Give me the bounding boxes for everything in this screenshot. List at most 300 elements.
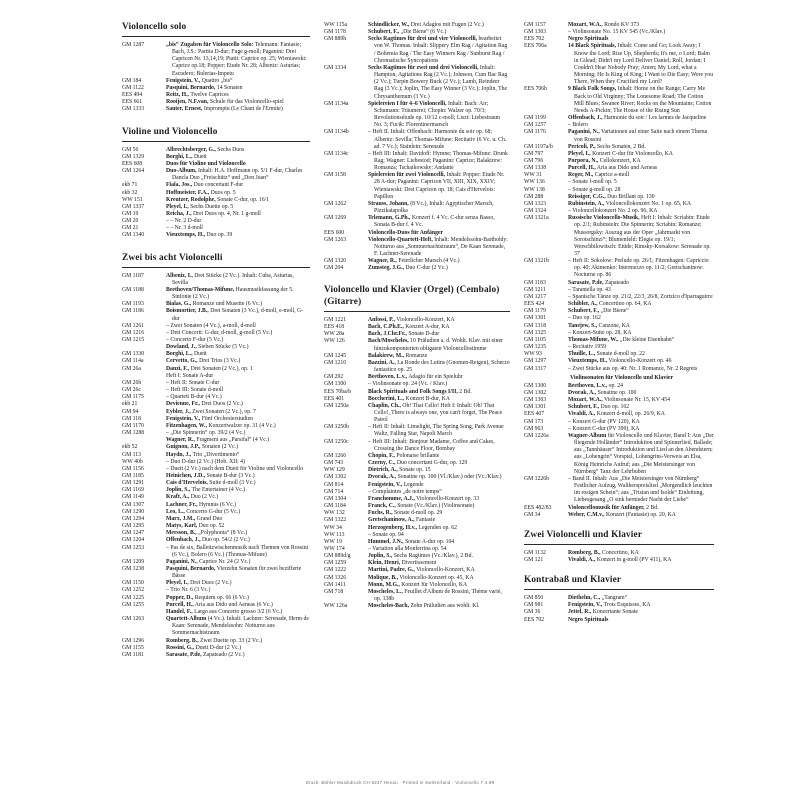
catalog-entry-text: [166, 106, 310, 113]
catalog-entry: [524, 595, 714, 602]
catalog-entry: [122, 459, 310, 466]
catalog-entry-text: [368, 237, 510, 258]
catalog-code: GM 288: [524, 193, 544, 200]
catalog-entry: [324, 389, 510, 396]
catalog-entry: [122, 652, 310, 659]
catalog-entry-title: Romberg, B.,: [166, 637, 199, 644]
catalog-entry-detail: Inhalt: Popper: Etude Nr. 28 A-dur; Paganini: Capricen VII, XIII, XIX, XXIV; Wieniawski: Drei Capricen op. 18; Cais d'Hervelois: Papillon: [374, 172, 505, 200]
catalog-entry-title: Matys, Karl,: [166, 523, 198, 530]
catalog-entry: [122, 559, 310, 566]
catalog-entry-text: [568, 617, 714, 624]
catalog-entry-title: Fiala, Jos.,: [166, 182, 193, 189]
catalog-entry-title: 9 Black Folk Songs,: [568, 86, 617, 93]
catalog-entry-detail: Zapateado (2 Vc.): [201, 651, 245, 658]
catalog-entry-title: Moscheles, L.,: [368, 588, 403, 595]
catalog-entry-detail: – Konzert-Suite op. 28, KA: [568, 329, 632, 336]
catalog-entry-text: [368, 317, 510, 324]
catalog-entry-detail: Duett D-dur (2 Vc.): [194, 644, 242, 651]
catalog-code: GM 1134b: [324, 129, 349, 136]
catalog-entry-detail: Feuillet d'Album de Rossini, Thème varié, op. 138b: [374, 588, 502, 603]
catalog-entry-text: [368, 567, 510, 574]
catalog-entry-detail: Inhalt: Hampton, Agitations Rag (2 Vc.); Johnson, Cum Bac Rag (2 Vc.); Turpin Bowery Buck (2 Vc.); Lamb, Reindeer Rag (3 Vc.); Joplin, The Easy Winner (3 Vc.); Joplin, The Chrysanthemum (3 Vc.): [374, 64, 508, 100]
catalog-entry-detail: Konzert d-moll, op. 26/9, KA: [595, 411, 665, 418]
catalog-code: GM 1300: [324, 381, 347, 388]
catalog-entry-title: Eybler, J.,: [166, 408, 191, 415]
catalog-entry-detail: Sieben Stücke (5 Vc.): [196, 344, 249, 351]
catalog-entry-detail: Inhalt: Come and Go; Look Away; I Know the Lord; Rise Up, Shepherds; It's me, o Lord; Balm in Gilead; Didn't my Lord Deliver Daniel; Roll, Jordan; I Couldn't Hear Nobody Pray; Amen; My Lord, what a Morning; He Is King of King; I Want to Die Easy; Were you There, When they Crucified my Lord?: [574, 43, 714, 86]
catalog-entry-title: Kraft, A.,: [166, 494, 190, 501]
catalog-entry-detail: Grand Duo: [195, 515, 223, 522]
catalog-code: GM 113: [122, 451, 141, 458]
catalog-code: GM 743: [324, 460, 344, 467]
catalog-entry-title: Haydn, J.,: [166, 451, 192, 458]
catalog-code: GM 1262: [324, 200, 347, 207]
catalog-entry-detail: – Recitativ 1959: [568, 344, 607, 351]
catalog-entry-detail: (8 Vc.), Inhalt: Agyptischer Marsch, Pizzikatapolka: [374, 200, 494, 215]
catalog-code: GM 121: [524, 556, 544, 563]
catalog-entry: [324, 324, 510, 331]
catalog-entry-detail: – Concerto F-dur (5 Vc.): [166, 337, 224, 343]
section-heading: Violoncello solo: [122, 22, 310, 37]
catalog-entry-detail: Largo aus Concerto grosso 3/2 (6 Vc.): [192, 608, 283, 615]
catalog-entry: [324, 151, 510, 172]
catalog-code: GM 1338: [524, 165, 547, 172]
catalog-entry-text: [368, 539, 510, 546]
catalog-entry-text: [368, 460, 510, 467]
catalog-entry-title: Danzi, F.,: [166, 365, 190, 372]
catalog-entry-detail: Duos op. 5: [209, 189, 236, 196]
catalog-entry-title: Vieuxtemps, H.,: [166, 232, 206, 239]
catalog-entry-text: [568, 351, 714, 358]
catalog-entry-detail: Adagio für ein Spieluhr: [407, 374, 463, 381]
catalog-entry: [324, 360, 510, 374]
catalog-code: GM 1134c: [324, 150, 349, 157]
catalog-code: GM 1337: [122, 203, 145, 210]
catalog-entry-title: Sechs Ragtimes für drei und vier Violoncelli,: [368, 36, 478, 43]
catalog-entry-title: Bazzini, A.,: [368, 359, 396, 366]
catalog-entry-title: Schubert, F.,: [368, 29, 400, 36]
catalog-code: GM 1188: [122, 286, 144, 293]
catalog-entry: [122, 232, 310, 239]
catalog-entry-text: [368, 553, 510, 560]
catalog-entry-detail: Violoncello-Konzert, KA: [414, 567, 475, 574]
catalog-code: EES 661: [122, 99, 143, 106]
catalog-entry-detail: Variationen auf einer Saite nach einem Thema von Rossini: [574, 129, 708, 143]
catalog-code: GM 94: [122, 408, 139, 415]
catalog-entry: [324, 553, 510, 560]
catalog-entry-title: Vivaldi, A.,: [568, 411, 596, 418]
catalog-entry-detail: – Violoncellokonzert No. 2 op. 96, KA: [568, 208, 658, 215]
catalog-entry: [524, 315, 714, 322]
catalog-code: GM 1301: [524, 315, 547, 322]
catalog-entry-title: Spielereien für zwei Violoncelli,: [368, 172, 446, 179]
catalog-entry-detail: Violoncello-Konzert op. 45, KA: [398, 574, 474, 581]
catalog-entry: [122, 273, 310, 287]
catalog-code: WW 115a: [324, 22, 348, 28]
catalog-entry-title: Schubert, F.,: [568, 404, 600, 411]
catalog-code: GM 1217: [524, 293, 547, 300]
catalog-entry-text: [368, 230, 510, 237]
catalog-entry-text: [368, 101, 510, 130]
catalog-entry-text: [166, 638, 310, 645]
catalog-entry-title: Hummel, J.N.,: [368, 538, 404, 545]
catalog-entry-text: [368, 360, 510, 374]
catalog-entry: [324, 265, 510, 272]
catalog-entry-text: [568, 280, 714, 287]
catalog-entry-detail: Drei Duos (2 Vc.): [199, 401, 243, 408]
catalog-entry-title: Purcell, H.,: [166, 601, 194, 608]
catalog-code: GM 1122: [122, 84, 144, 91]
catalog-code: WW 126: [324, 338, 345, 345]
catalog-entry-detail: Drei Adagios mit Fugen (2 Vc.): [409, 22, 484, 28]
catalog-entry: [524, 323, 714, 330]
catalog-entry-text: [568, 433, 714, 476]
catalog-entry-detail: Duo (2 Vc.): [189, 494, 219, 501]
catalog-entry: [324, 396, 510, 403]
catalog-code: GM 1255: [122, 601, 145, 608]
catalog-entry: [324, 338, 510, 352]
catalog-code: GM 1291: [122, 480, 145, 487]
catalog-entry-text: [166, 452, 310, 459]
catalog-entry-text: [568, 165, 714, 172]
catalog-entry: [524, 129, 714, 143]
catalog-entry-detail: Romanze und Musette (6 Vc.): [191, 301, 263, 308]
catalog-code: GM 1320: [324, 258, 347, 265]
catalog-entry: [324, 496, 510, 503]
section-heading: Violine und Violoncello: [122, 127, 310, 142]
catalog-entry: [324, 230, 510, 237]
catalog-code: GM 1175: [122, 394, 144, 401]
catalog-entry-title: Violoncello-Duos für Anfänger: [368, 229, 444, 236]
catalog-entry-text: [568, 308, 714, 315]
catalog-code: WW 19: [324, 538, 342, 545]
catalog-entry-detail: Oh! That Cello! Heft I: Inhalt: Oh! That Cello!, There is always one, you can't forget, The Peace Patrol: [374, 402, 503, 424]
catalog-code: GM 1253: [122, 544, 145, 551]
catalog-entry-title: Pleyel, I.,: [166, 203, 189, 210]
catalog-entry-text: [368, 603, 510, 610]
catalog-entry-title: Chaplin, Ch.,: [368, 402, 401, 409]
catalog-entry-text: [568, 602, 714, 609]
catalog-code: GM 1210: [324, 359, 347, 366]
catalog-entry: [324, 510, 510, 517]
catalog-entry: [324, 575, 510, 582]
catalog-entry-text: [368, 589, 510, 603]
catalog-entry-text: [368, 560, 510, 567]
catalog-entry: [324, 317, 510, 324]
catalog-code: GM 1226b: [524, 475, 549, 482]
catalog-code: WW 40b: [122, 458, 143, 465]
catalog-code: GM 1204: [122, 537, 145, 544]
catalog-entry-detail: – – Nr. 2 D-dur: [166, 218, 202, 225]
catalog-code: ekb 21: [122, 401, 138, 408]
catalog-entry-title: Boismortier, J.B.,: [166, 308, 209, 315]
catalog-entry: [524, 151, 714, 158]
catalog-entry: [524, 172, 714, 179]
catalog-entry-text: [568, 344, 714, 351]
catalog-entry: [122, 211, 310, 218]
catalog-entry-title: Franchomme, A.J.,: [368, 495, 415, 502]
catalog-entry-title: Offenbach, J.,: [166, 537, 201, 544]
catalog-entry-detail: Sonate op. 15: [397, 467, 431, 474]
catalog-entry-detail: „Die Biene“ (6 Vc.): [399, 29, 447, 36]
catalog-entry: [122, 204, 310, 211]
catalog-entry-text: [568, 115, 714, 122]
catalog-entry-detail: – Heft II. Inhalt: Offenbach: Harmonie du soir op. 68; Albeniz: Sevilla; Thomas-Mifune: Recitativ (6 Vc. u. Ch. ad. 7 Vc.); Stainlein: Serenade: [368, 129, 507, 150]
catalog-code: GM 1186: [122, 308, 144, 315]
catalog-entry: [122, 580, 310, 587]
catalog-code: GM 1155: [122, 644, 144, 651]
catalog-entry-text: [568, 258, 714, 279]
catalog-entry: [324, 353, 510, 360]
catalog-entry-text: [368, 381, 510, 388]
catalog-entry-detail: Konzert C-dur für Violoncello, KA: [590, 150, 673, 157]
catalog-code: GM 1134a: [324, 100, 349, 107]
catalog-entry-title: Rossini, G.,: [166, 644, 195, 651]
catalog-entry: [324, 172, 510, 201]
catalog-entry-title: Thuille, L.,: [568, 351, 596, 358]
catalog-entry-detail: – Variation alla Monferrina op. 54: [368, 545, 447, 552]
catalog-entry-detail: Telemann: Fantasie; Bach, J.S.: Partita D-dur; Fuge g-moll; Paganini: Drei Capricen Nr. 13,14,19; Piatti: Caprice op. 25; Wieniawski: Caprice op.18; Popper: Etude Nr. 28; Albeniz: Asturias; Escudero; Bulerias-Impetu: [172, 42, 307, 77]
catalog-entry-text: [166, 308, 310, 322]
catalog-entry-detail: – Trio Nr. 6 (3 Vc.): [166, 587, 211, 594]
catalog-entry: [524, 337, 714, 344]
catalog-entry-text: [568, 476, 714, 505]
catalog-entry: [122, 197, 310, 204]
catalog-entry-text: [568, 337, 714, 344]
catalog-entry-detail: Duo Brillant op. 130: [605, 193, 655, 200]
catalog-entry-detail: Fragment aus „Parsifal“ (4 Vc.): [194, 437, 270, 444]
catalog-entry-detail: Konzert B-dur, KA: [404, 395, 450, 402]
catalog-code: GM 1179: [524, 308, 546, 315]
catalog-code: GM 963: [524, 425, 544, 432]
catalog-entry-detail: Violinsonate Nr. 15, KV 454: [602, 397, 670, 404]
catalog-entry-detail: Drei Stücke (2 Vc.). Inhalt: Cuba, Asturias, Sevilla: [172, 272, 294, 286]
catalog-entry: [324, 424, 510, 438]
catalog-code: WW 132: [324, 510, 345, 517]
catalog-entry-text: [568, 86, 714, 115]
catalog-entry-text: [166, 197, 310, 204]
catalog-entry-text: [166, 225, 310, 232]
catalog-code: WW 136: [524, 179, 545, 186]
catalog-entry-detail: – Heft III: Inhalt: Bonjour Madame, Coffee and Cakes, Crossing the Dance Floor, Bombay: [368, 438, 495, 452]
catalog-code: GM 1300: [524, 382, 547, 389]
catalog-entry: [122, 537, 310, 544]
catalog-code: GM 1266: [324, 452, 347, 459]
catalog-entry-title: Purcell, H.,: [568, 165, 596, 172]
catalog-entry: [324, 560, 510, 567]
catalog-entry-detail: Duo concertant F-dur: [192, 182, 244, 189]
catalog-entry: [524, 505, 714, 512]
catalog-code: EES 706b: [524, 86, 548, 93]
catalog-entry-text: [368, 403, 510, 424]
catalog-entry-text: [166, 323, 310, 330]
catalog-entry-detail: für Violoncello und Klavier, Band I: Aus „Der fliegende Holländer“ Introduktion und Spinnerlied, Ballade; aus „Tannhäuser“ Introduktion und Lied an den Abendstern; aus „Lohengrin“ Vorspiel, Lohengrins-Verweis an Elsa, König Heinrichs Aufruf; aus „Die Meistersinger von Nürnberg“ Tanz der Lehrbuben: [574, 432, 714, 475]
catalog-code: GM 1149: [122, 494, 144, 501]
catalog-code: GM 1158: [324, 172, 346, 179]
catalog-entry-detail: Schule für das Violoncello-spiel: [208, 99, 284, 106]
catalog-entry-detail: – Heft II: Sokolow: Prelude op. 26/1; Fitzenhagen: Capriccio op. 40; Akimenko: Intermezzo op. 11/2; Gretschaninow: Nocturne op. 86: [568, 258, 709, 279]
catalog-entry-title: Devienne, Fr.,: [166, 401, 200, 408]
catalog-entry-text: [368, 525, 510, 532]
catalog-code: GM 1261: [122, 322, 145, 329]
catalog-entry-title: Fuchs, R.,: [368, 510, 393, 517]
catalog-entry-text: [166, 459, 310, 466]
catalog-entry-detail: – Quartett B-dur (4 Vc.): [166, 394, 222, 401]
catalog-code: GM 1216: [122, 329, 145, 336]
section-heading: Zwei bis acht Violoncelli: [122, 253, 310, 268]
catalog-entry-title: Reger, M.,: [568, 172, 594, 179]
catalog-entry-title: Beethoven/Thomas-Mifune,: [166, 286, 235, 293]
catalog-entry-detail: Sonate A-dur op. 104: [403, 538, 455, 545]
catalog-code: WW 28a: [324, 331, 345, 338]
catalog-entry: [524, 476, 714, 505]
catalog-entry-title: Moscheles-Bach,: [368, 603, 410, 610]
catalog-code: GM 21: [122, 225, 139, 232]
catalog-code: GM 1326: [324, 574, 347, 581]
catalog-entry-text: [368, 29, 510, 36]
catalog-entry-text: [166, 595, 310, 602]
catalog-entry: [524, 36, 714, 43]
catalog-entry-title: Pleyel, I.,: [568, 150, 591, 157]
catalog-code: GM 1105: [524, 336, 546, 343]
catalog-entry: [324, 215, 510, 229]
catalog-entry-detail: Inhalt: Mendelssohn-Bartholdy: Notturno aus „Sommernachtstraum“, De Kaan Serenade, F. Lachner-Serenade: [374, 236, 508, 257]
catalog-entry-text: [166, 273, 310, 287]
catalog-entry: [122, 494, 310, 501]
column-2: [324, 22, 510, 610]
catalog-code: GM 1178: [324, 29, 346, 36]
catalog-entry-detail: Violoncello-Konzert, KA: [394, 316, 455, 323]
catalog-entry-detail: Duo op. 54/2 (2 Vc.): [200, 537, 250, 544]
catalog-entry: [122, 344, 310, 351]
catalog-entry: [324, 589, 510, 603]
catalog-entry: [524, 366, 714, 373]
catalog-entry: [324, 489, 510, 496]
catalog-entry-text: [368, 353, 510, 360]
catalog-entry: [324, 603, 510, 610]
catalog-entry-title: Pericoli, P.,: [568, 143, 596, 150]
catalog-entry-text: [166, 42, 310, 78]
catalog-code: GM 814: [324, 481, 344, 488]
catalog-code: EES 706a: [524, 43, 547, 50]
catalog-code: GM 1176: [524, 129, 546, 136]
catalog-entry: [122, 409, 310, 416]
catalog-entry: [324, 482, 510, 489]
catalog-entry-detail: Feierlicher Marsch (4 Vc.): [396, 258, 460, 265]
catalog-entry: [122, 358, 310, 365]
catalog-code: GM 1325: [524, 329, 547, 336]
catalog-entry-detail: Konzert (Fantasie) op. 20, KA: [604, 511, 676, 518]
catalog-entry-text: [568, 323, 714, 330]
catalog-entry-text: [166, 602, 310, 609]
catalog-entry-title: Bach/Moscheles,: [368, 338, 409, 345]
catalog-entry-detail: Twelve Caprices: [189, 92, 229, 99]
catalog-entry-detail: Harmonie du soir / Les larmes de Jacqueline: [602, 115, 707, 122]
catalog-code: EES 608: [122, 160, 143, 167]
catalog-entry-text: [368, 482, 510, 489]
catalog-code: GM 1187: [122, 272, 144, 279]
section-heading: Kontrabaß und Klavier: [524, 575, 714, 590]
catalog-code: GM 1288: [122, 430, 145, 437]
catalog-entry-text: [568, 194, 714, 201]
catalog-entry-title: Cervetto, G.,: [166, 358, 198, 365]
catalog-entry: [122, 287, 310, 301]
catalog-code: GM 1317: [524, 365, 547, 372]
catalog-entry-detail: Konzertante Sonate: [591, 609, 638, 616]
catalog-entry: [524, 165, 714, 172]
catalog-entry: [122, 466, 310, 473]
catalog-code: GM 1250b: [324, 424, 349, 431]
catalog-entry-detail: „Polyphonia“ (8 Vc.): [196, 530, 248, 537]
catalog-entry-title: Wagner, R.,: [166, 437, 195, 444]
catalog-entry-detail: 2 Bd.: [457, 388, 472, 395]
catalog-entry-title: Negro Spirituals: [568, 616, 609, 623]
catalog-entry-text: [568, 36, 714, 43]
catalog-entry-text: [166, 366, 310, 373]
catalog-entry-detail: Drei Sonaten (3 Vc.), d-moll, e-moll, G-dur: [172, 308, 304, 322]
catalog-entry-detail: – Heft III: Sonate d-moll: [166, 387, 224, 394]
catalog-entry: [122, 218, 310, 225]
catalog-code: WW 113: [324, 531, 345, 538]
catalog-entry: [122, 168, 310, 182]
catalog-code: GM 796: [524, 157, 544, 164]
catalog-entry-text: [166, 211, 310, 218]
catalog-entry-detail: Sechs Ragtimes (Vc./Klav.), 2 Bd.: [392, 553, 473, 560]
catalog-code: GM 981: [524, 602, 544, 609]
catalog-code: GM 56: [122, 146, 139, 153]
catalog-entry: [324, 201, 510, 215]
catalog-code: EES 702: [524, 36, 545, 43]
catalog-entry-text: [166, 330, 310, 337]
catalog-code: GM 1324: [524, 208, 547, 215]
catalog-code: GM 1181: [122, 651, 144, 658]
catalog-entry: [524, 351, 714, 358]
catalog-entry-detail: Rondo KV 373: [602, 22, 640, 28]
catalog-entry-title: Romberg, B.,: [568, 549, 601, 556]
catalog-entry-text: [166, 168, 310, 182]
catalog-entry: [324, 539, 510, 546]
catalog-entry-title: Rubinstein, A.,: [568, 200, 605, 207]
catalog-entry-text: [166, 78, 310, 85]
catalog-entry-title: Lachner, Fr.,: [166, 501, 198, 508]
catalog-entry-text: [368, 439, 510, 453]
catalog-entry: [524, 426, 714, 433]
catalog-entry-text: [166, 416, 310, 423]
catalog-code: GM 1250c: [324, 438, 349, 445]
catalog-code: GM 1318: [524, 322, 547, 329]
catalog-entry: [122, 423, 310, 430]
catalog-code: WW 93: [524, 351, 542, 358]
catalog-code: GM 1307: [122, 501, 145, 508]
catalog-code: GM 797: [524, 150, 544, 157]
catalog-entry: [524, 280, 714, 287]
catalog-entry-title: Boccherini, L.,: [368, 395, 405, 402]
catalog-entry-detail: Vierzehn Sonaten für zwei bezifferte Bässe: [172, 566, 302, 580]
catalog-entry-detail: – Bolero: [568, 122, 588, 129]
catalog-entry: [524, 144, 714, 151]
catalog-entry-text: [166, 566, 310, 580]
catalog-entry-text: [166, 466, 310, 473]
catalog-entry-title: Joplin, S.,: [166, 487, 191, 494]
catalog-entry-detail: Duett: [192, 153, 207, 160]
catalog-entry: [324, 439, 510, 453]
catalog-entry-detail: 14 Sonaten: [215, 84, 243, 91]
catalog-entry-title: Violoncello-Quartett-Heft,: [368, 236, 433, 243]
catalog-code: GM 173: [524, 418, 544, 425]
catalog-entry: [524, 43, 714, 86]
catalog-entry-text: [568, 29, 714, 36]
catalog-entry-detail: Requiem op. 66 (6 Vc.): [193, 594, 249, 601]
